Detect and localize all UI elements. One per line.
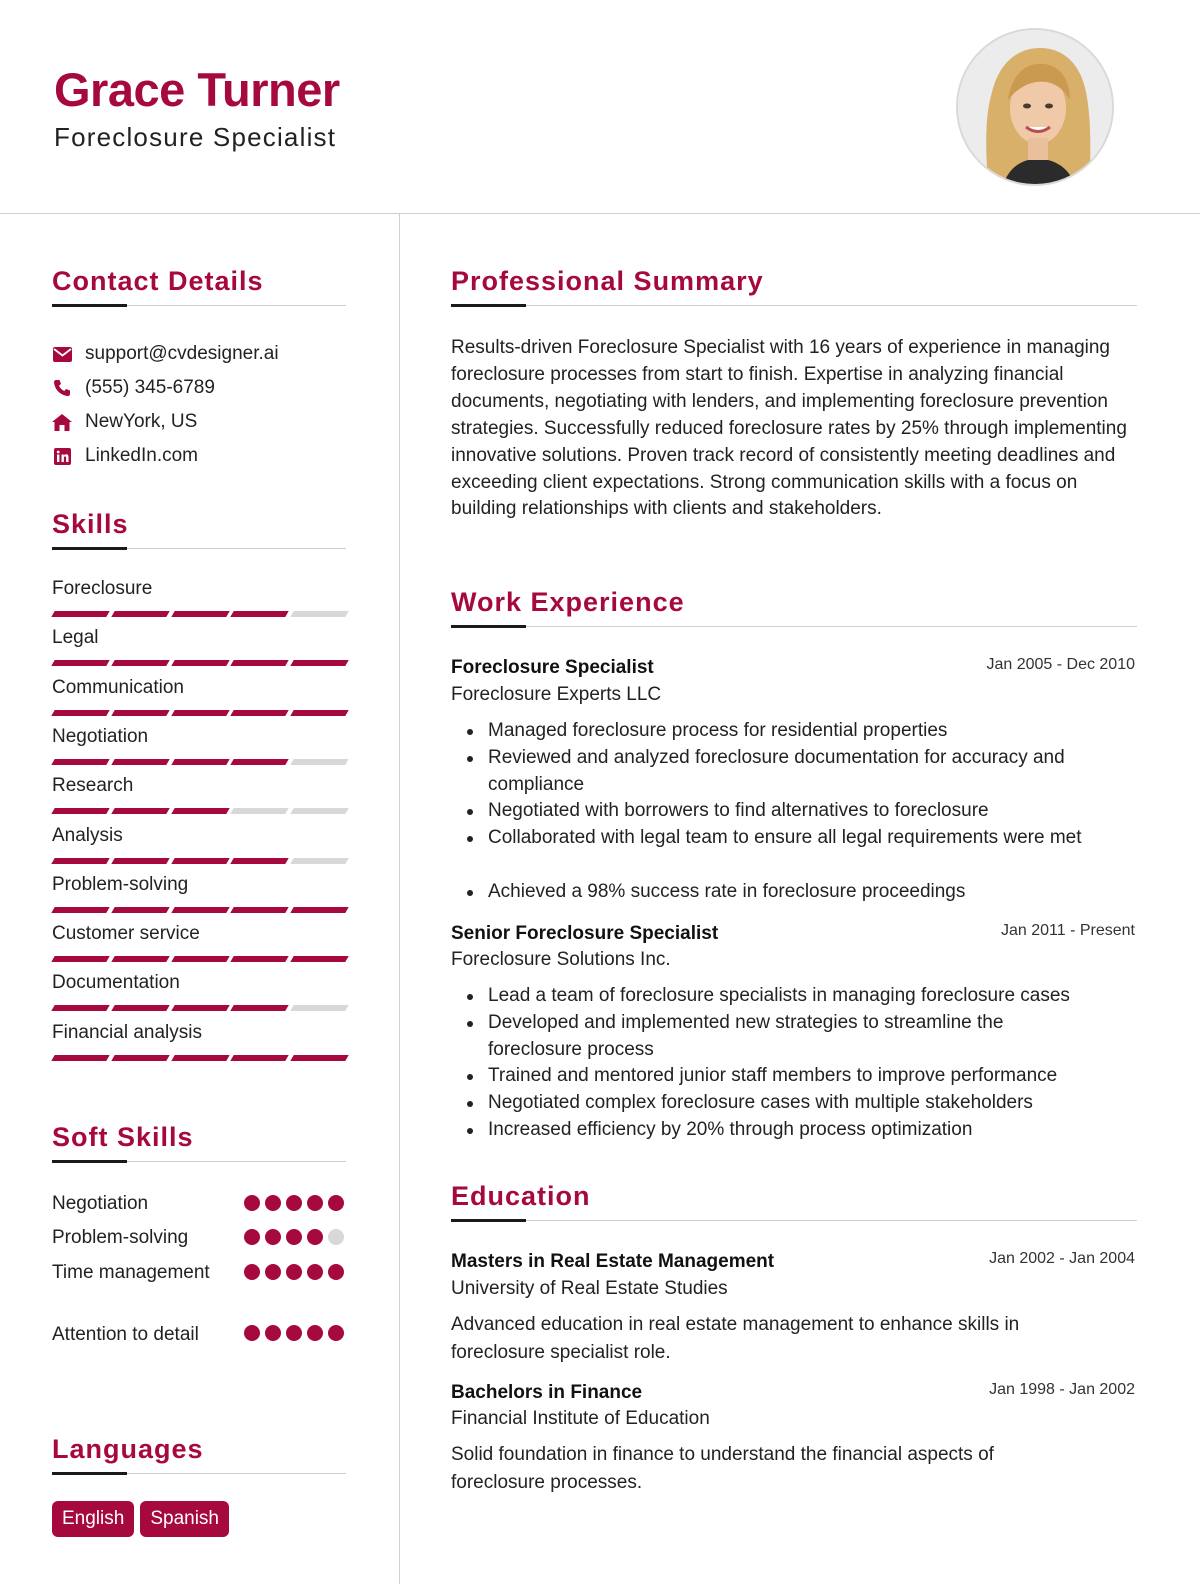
candidate-title: Foreclosure Specialist	[54, 122, 337, 152]
skill-level-segment	[171, 808, 229, 814]
rating-dot	[265, 1195, 281, 1211]
skill-level-segment	[231, 956, 289, 962]
job-bullet: Trained and mentored junior staff members to improve performance	[488, 1063, 1148, 1090]
skill-level-segment	[51, 759, 109, 765]
header-divider	[0, 213, 1200, 214]
skill-level-segment	[171, 907, 229, 913]
profile-photo	[956, 28, 1114, 186]
skill-level-segment	[51, 808, 109, 814]
contact-linkedin-text: LinkedIn.com	[85, 445, 199, 466]
skill-label: Financial analysis	[52, 1022, 202, 1043]
language-tag: English	[52, 1501, 134, 1537]
skill-label: Legal	[52, 627, 99, 648]
contact-location	[52, 409, 197, 435]
skill-level-segment	[51, 1005, 109, 1011]
rating-dot	[244, 1195, 260, 1211]
skill-level-segment	[51, 956, 109, 962]
skill-level-segment	[171, 710, 229, 716]
skill-label: Documentation	[52, 972, 180, 993]
envelope-icon	[52, 344, 72, 364]
education-school: Financial Institute of Education	[451, 1408, 710, 1429]
skill-level-segment	[231, 808, 289, 814]
skill-level-segment	[111, 858, 169, 864]
soft-skill-rating	[244, 1229, 344, 1245]
job-bullet: Negotiated with borrowers to find alternatives to foreclosure	[488, 798, 1148, 825]
skill-level-segment	[290, 660, 348, 666]
job-bullet: Achieved a 98% success rate in foreclosure proceedings	[488, 879, 1148, 906]
experience-rule	[451, 626, 1137, 627]
skill-level-segment	[290, 1055, 348, 1061]
skill-level-segment	[51, 611, 109, 617]
skill-level-segment	[231, 660, 289, 666]
language-tag: Spanish	[140, 1501, 229, 1537]
home-icon	[52, 412, 72, 432]
rating-dot	[328, 1264, 344, 1280]
skill-level-segment	[111, 1005, 169, 1011]
candidate-name: Grace Turner	[54, 63, 340, 116]
soft-skill-label: Attention to detail	[52, 1324, 199, 1345]
skill-level-segment	[290, 611, 348, 617]
skill-level-bar	[53, 660, 347, 666]
rating-dot	[265, 1229, 281, 1245]
job-title: Foreclosure Specialist	[451, 657, 654, 678]
education-description: Solid foundation in finance to understand the financial aspects of foreclosure processes.	[451, 1444, 994, 1493]
contact-rule	[52, 305, 346, 306]
skill-level-segment	[171, 1055, 229, 1061]
skill-level-segment	[171, 858, 229, 864]
skill-level-bar	[53, 611, 347, 617]
summary-heading: Professional Summary	[451, 266, 764, 296]
education-dates: Jan 1998 - Jan 2002	[989, 1381, 1135, 1398]
skill-level-segment	[51, 858, 109, 864]
job-bullets	[488, 718, 1148, 906]
rating-dot	[328, 1229, 344, 1245]
skill-level-segment	[171, 759, 229, 765]
job-bullet: Increased efficiency by 20% through process optimization	[488, 1117, 1148, 1144]
soft-skills-rule	[52, 1161, 346, 1162]
skills-rule	[52, 548, 346, 549]
soft-skill-rating	[244, 1195, 344, 1211]
job-bullet: Reviewed and analyzed foreclosure documentation for accuracy and compliance	[488, 745, 1128, 799]
skill-level-segment	[111, 808, 169, 814]
soft-skill-label: Problem-solving	[52, 1227, 189, 1248]
rating-dot	[328, 1325, 344, 1341]
job-dates: Jan 2005 - Dec 2010	[986, 656, 1135, 673]
skill-level-segment	[231, 907, 289, 913]
soft-skill-rating	[244, 1325, 344, 1341]
summary-rule	[451, 305, 1137, 306]
skill-level-segment	[111, 907, 169, 913]
soft-skill-label: Time management	[52, 1262, 210, 1283]
skill-level-segment	[290, 710, 348, 716]
skill-level-segment	[171, 660, 229, 666]
soft-skill-rating	[244, 1264, 344, 1280]
rating-dot	[265, 1264, 281, 1280]
job-company: Foreclosure Experts LLC	[451, 684, 662, 705]
education-dates: Jan 2002 - Jan 2004	[989, 1250, 1135, 1267]
skill-level-segment	[171, 1005, 229, 1011]
skill-level-segment	[290, 808, 348, 814]
soft-skills-heading: Soft Skills	[52, 1122, 194, 1152]
rating-dot	[286, 1264, 302, 1280]
job-bullet: Managed foreclosure process for residential properties	[488, 718, 1148, 745]
job-bullet: Developed and implemented new strategies to streamline the foreclosure process	[488, 1010, 1088, 1064]
education-degree: Masters in Real Estate Management	[451, 1251, 775, 1272]
education-rule	[451, 1220, 1137, 1221]
job-bullets	[488, 983, 1148, 1144]
rating-dot	[244, 1229, 260, 1245]
skill-level-bar	[53, 858, 347, 864]
contact-location-text: NewYork, US	[85, 411, 198, 432]
skill-level-segment	[290, 1005, 348, 1011]
skill-level-segment	[171, 611, 229, 617]
rating-dot	[307, 1264, 323, 1280]
contact-email[interactable]	[52, 341, 279, 367]
skill-level-segment	[290, 858, 348, 864]
rating-dot	[265, 1325, 281, 1341]
job-company: Foreclosure Solutions Inc.	[451, 949, 671, 970]
contact-phone[interactable]	[52, 375, 215, 401]
resume-header	[0, 0, 1200, 214]
skill-label: Research	[52, 775, 134, 796]
skill-label: Foreclosure	[52, 578, 153, 599]
column-divider	[399, 214, 400, 1584]
education-description: Advanced education in real estate management to enhance skills in foreclosure specialist role.	[451, 1314, 1020, 1363]
contact-heading: Contact Details	[52, 266, 264, 296]
contact-email-text: support@cvdesigner.ai	[85, 343, 279, 364]
skill-level-segment	[111, 759, 169, 765]
skill-level-segment	[111, 956, 169, 962]
skill-level-segment	[111, 611, 169, 617]
skill-level-segment	[111, 1055, 169, 1061]
contact-linkedin[interactable]	[52, 443, 198, 469]
skill-level-segment	[171, 956, 229, 962]
skill-level-segment	[111, 710, 169, 716]
skill-level-segment	[231, 611, 289, 617]
rating-dot	[244, 1264, 260, 1280]
skill-level-segment	[231, 1005, 289, 1011]
job-title: Senior Foreclosure Specialist	[451, 923, 719, 944]
rating-dot	[244, 1325, 260, 1341]
skill-level-segment	[51, 660, 109, 666]
job-bullet: Lead a team of foreclosure specialists in managing foreclosure cases	[488, 983, 1148, 1010]
skill-level-segment	[51, 907, 109, 913]
skill-level-bar	[53, 759, 347, 765]
rating-dot	[286, 1325, 302, 1341]
skill-label: Communication	[52, 677, 184, 698]
skill-level-segment	[51, 710, 109, 716]
phone-icon	[52, 378, 72, 398]
soft-skill-label: Negotiation	[52, 1193, 149, 1214]
education-heading: Education	[451, 1181, 591, 1211]
skill-level-bar	[53, 1005, 347, 1011]
skill-level-bar	[53, 907, 347, 913]
skill-level-bar	[53, 956, 347, 962]
rating-dot	[307, 1325, 323, 1341]
skill-level-bar	[53, 808, 347, 814]
rating-dot	[328, 1195, 344, 1211]
experience-heading: Work Experience	[451, 587, 685, 617]
rating-dot	[286, 1195, 302, 1211]
languages-rule	[52, 1473, 346, 1474]
skill-level-segment	[231, 710, 289, 716]
job-bullet: Negotiated complex foreclosure cases with multiple stakeholders	[488, 1090, 1148, 1117]
summary-text: Results-driven Foreclosure Specialist with 16 years of experience in managing foreclosure processes from start to finish. Expertise in analyzing financial documents, negotiating with lenders, and implementing foreclosure prevention strategies. Successfully reduced foreclosure rates by 25% through implementing innovative solutions. Proven track record of consistently meeting deadlines and exceeding client expectations. Strong communication skills with a focus on building relationships with clients and stakeholders.	[451, 337, 1127, 520]
skill-level-segment	[231, 759, 289, 765]
skill-level-bar	[53, 1055, 347, 1061]
rating-dot	[286, 1229, 302, 1245]
linkedin-icon	[52, 446, 72, 466]
skill-level-segment	[51, 1055, 109, 1061]
skill-label: Customer service	[52, 923, 200, 944]
skill-level-bar	[53, 710, 347, 716]
education-degree: Bachelors in Finance	[451, 1382, 643, 1403]
skill-label: Negotiation	[52, 726, 149, 747]
skill-level-segment	[290, 759, 348, 765]
skills-heading: Skills	[52, 509, 129, 539]
rating-dot	[307, 1195, 323, 1211]
education-school: University of Real Estate Studies	[451, 1278, 728, 1299]
skill-label: Problem-solving	[52, 874, 189, 895]
skill-level-segment	[290, 907, 348, 913]
contact-phone-text: (555) 345-6789	[85, 377, 215, 398]
job-dates: Jan 2011 - Present	[1000, 922, 1135, 939]
skill-level-segment	[231, 858, 289, 864]
languages-heading: Languages	[52, 1434, 204, 1464]
rating-dot	[307, 1229, 323, 1245]
skill-level-segment	[231, 1055, 289, 1061]
skill-label: Analysis	[52, 825, 123, 846]
language-tags	[52, 1501, 229, 1537]
skill-level-segment	[290, 956, 348, 962]
skill-level-segment	[111, 660, 169, 666]
job-bullet: Collaborated with legal team to ensure all legal requirements were met	[488, 825, 1148, 852]
